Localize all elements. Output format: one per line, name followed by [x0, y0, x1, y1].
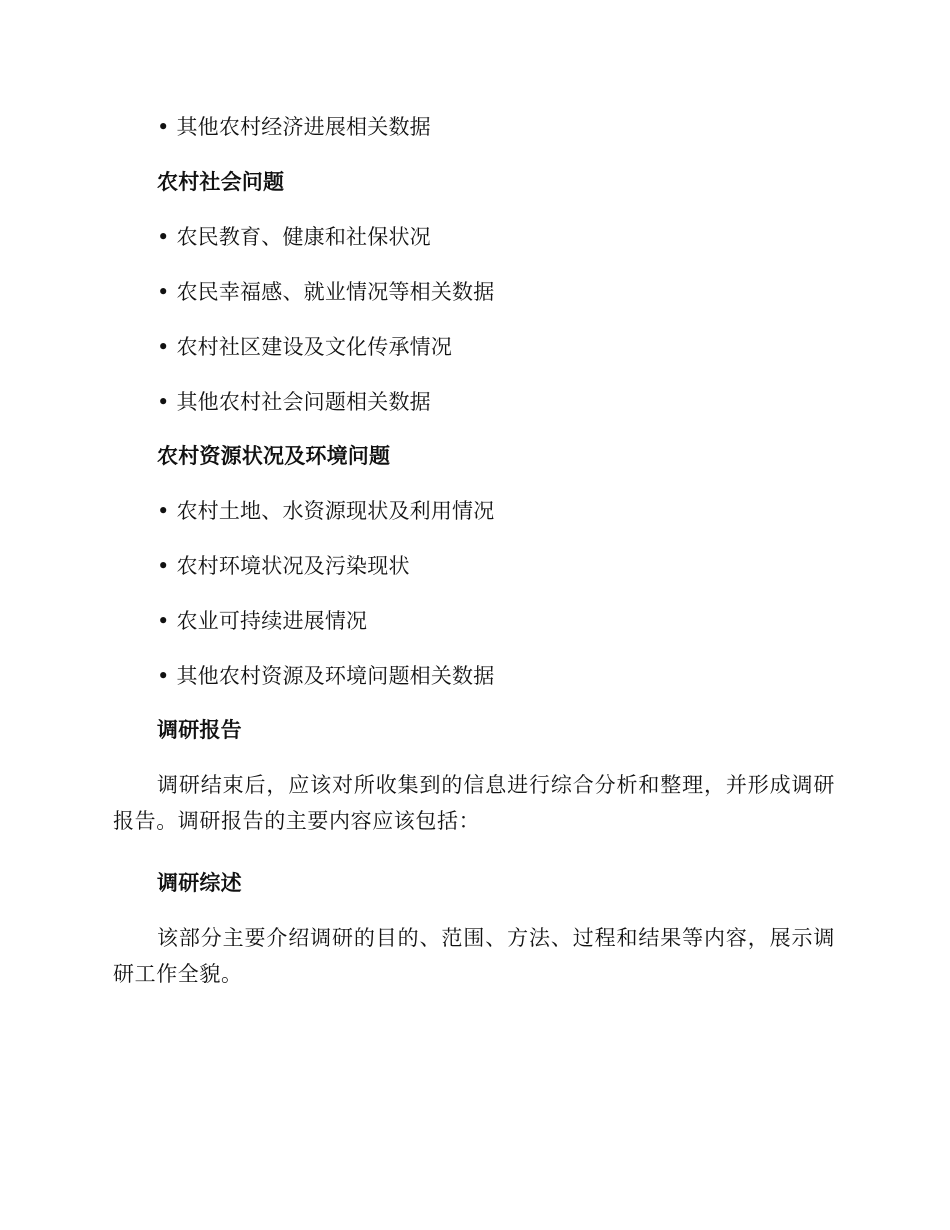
summary-paragraph: 该部分主要介绍调研的目的、范围、方法、过程和结果等内容，展示调研工作全貌。 [113, 926, 835, 986]
bullet-text: • 农民教育、健康和社保状况 [157, 225, 431, 249]
bullet-text: • 农村环境状况及污染现状 [157, 554, 410, 578]
list-item [157, 388, 431, 416]
list-item [157, 607, 367, 635]
section-heading-report: 调研报告 [157, 718, 242, 742]
bullet-text: • 其他农村资源及环境问题相关数据 [157, 664, 495, 688]
bullet-text: • 农村土地、水资源现状及利用情况 [157, 499, 495, 523]
list-item [157, 278, 494, 306]
section-heading-resources: 农村资源状况及环境问题 [157, 444, 391, 468]
list-item [157, 552, 410, 580]
bullet-text: • 农村社区建设及文化传承情况 [157, 335, 453, 359]
report-paragraph: 调研结束后，应该对所收集到的信息进行综合分析和整理，并形成调研报告。调研报告的主要内容应该包括： [113, 773, 835, 833]
list-item [157, 333, 452, 361]
list-item [157, 662, 494, 690]
bullet-text: • 其他农村经济进展相关数据 [157, 115, 431, 139]
list-item [157, 497, 494, 525]
bullet-text: • 农业可持续进展情况 [157, 609, 368, 633]
section-heading-social: 农村社会问题 [157, 170, 285, 194]
bullet-text: • 其他农村社会问题相关数据 [157, 390, 431, 414]
section-heading-summary: 调研综述 [157, 871, 242, 895]
list-item [157, 223, 431, 251]
bullet-text: • 农民幸福感、就业情况等相关数据 [157, 280, 495, 304]
list-item [157, 113, 431, 141]
